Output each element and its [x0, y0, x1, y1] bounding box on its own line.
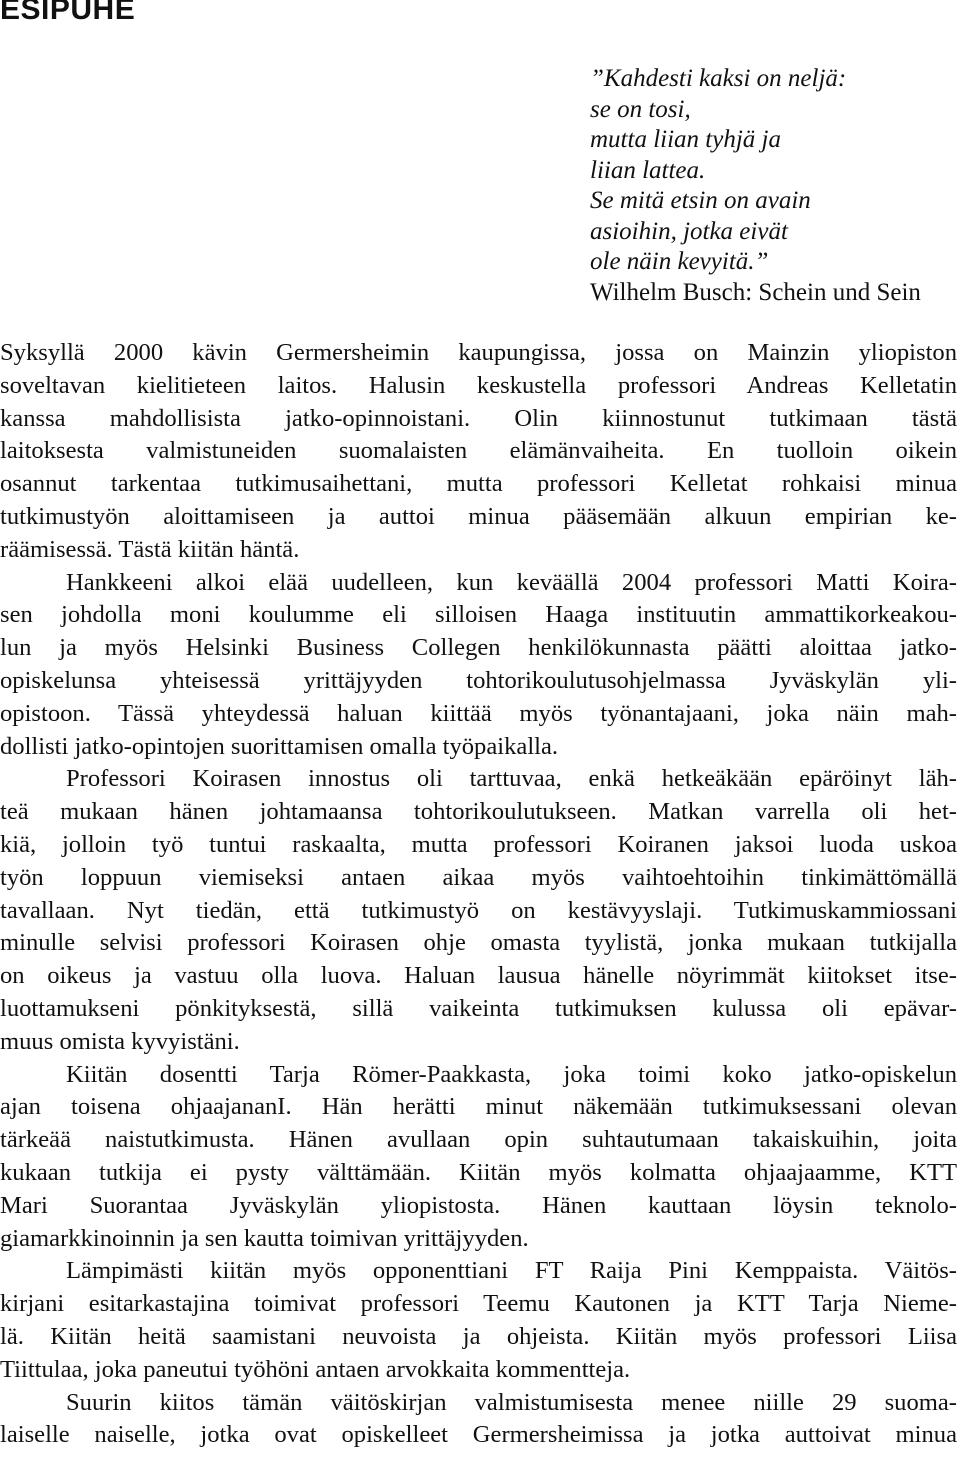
paragraph — [0, 1255, 957, 1386]
text-line: kukaan tutkija ei pysty välttämään. Kiitän myös kolmatta ohjaajaamme, KTT — [0, 1158, 957, 1186]
text-line: kiä, jolloin työ tuntui raskaalta, mutta professori Koiranen jaksoi luoda uskoa — [0, 830, 957, 858]
text-line: tutkimustyön aloittamiseen ja auttoi minua pääsemään alkuun empirian ke- — [0, 502, 957, 530]
epigraph-line: Se mitä etsin on avain — [590, 187, 811, 214]
text-line: dollisti jatko-opintojen suorittamisen omalla työpaikalla. — [0, 732, 559, 760]
text-line: giamarkkinoinnin ja sen kautta toimivan yrittäjyyden. — [0, 1224, 529, 1252]
text-line: Hankkeeni alkoi elää uudelleen, kun keväällä 2004 professori Matti Koira- — [66, 568, 957, 596]
epigraph-line: ole näin kevyitä.” — [590, 248, 769, 275]
text-line: Suurin kiitos tämän väitöskirjan valmistumisesta menee niille 29 suoma- — [66, 1388, 957, 1416]
text-line: räämisessä. Tästä kiitän häntä. — [0, 535, 300, 563]
epigraph-line: asioihin, jotka eivät — [590, 217, 788, 245]
epigraph-quote — [590, 64, 950, 308]
text-line: luottamukseni pönkityksestä, sillä vaikeinta tutkimuksen kulussa oli epävar- — [0, 994, 957, 1022]
text-line: kanssa mahdollisista jatko-opinnoistani. Olin kiinnostunut tutkimaan tästä — [0, 404, 957, 432]
text-line: teä mukaan hänen johtamaansa tohtorikoulutukseen. Matkan varrella oli het- — [0, 798, 957, 826]
text-line: opiskelunsa yhteisessä yrittäjyyden tohtorikoulutusohjelmassa Jyväskylän yli- — [0, 666, 957, 694]
text-line: laitoksesta valmistuneiden suomalaisten elämänvaiheita. En tuolloin oikein — [0, 437, 957, 465]
text-line: Tiittulaa, joka paneutui työhöni antaen arvokkaita kommentteja. — [0, 1355, 631, 1383]
text-line: työn loppuun viemiseksi antaen aikaa myös vaihtoehtoihin tinkimättömällä — [0, 863, 957, 891]
text-line: minulle selvisi professori Koirasen ohje omasta tyylistä, jonka mukaan tutkijalla — [0, 929, 957, 957]
text-line: muus omista kyvyistäni. — [0, 1027, 240, 1055]
text-line: osannut tarkentaa tutkimusaihettani, mutta professori Kelletat rohkaisi minua — [0, 470, 957, 498]
paragraph — [0, 1387, 957, 1453]
text-line: on oikeus ja vastuu olla luova. Haluan lausua hänelle nöyrimmät kiitokset itse- — [0, 962, 957, 990]
text-line: lä. Kiitän heitä saamistani neuvoista ja ohjeista. Kiitän myös professori Liisa — [0, 1322, 957, 1350]
paragraph — [0, 337, 957, 567]
text-line: Mari Suorantaa Jyväskylän yliopistosta. Hänen kauttaan löysin teknolo- — [0, 1191, 957, 1219]
text-line: Kiitän dosentti Tarja Römer-Paakkasta, joka toimi koko jatko-opiskelun — [66, 1060, 957, 1088]
epigraph-line: mutta liian tyhjä ja — [590, 126, 781, 153]
text-line: opistoon. Tässä yhteydessä haluan kiittää myös työnantajaani, joka näin mah- — [0, 699, 957, 727]
text-line: Syksyllä 2000 kävin Germersheimin kaupungissa, jossa on Mainzin yliopiston — [0, 339, 957, 366]
epigraph-line: ”Kahdesti kaksi on neljä: — [590, 65, 847, 92]
text-line: kirjani esitarkastajina toimivat professori Teemu Kautonen ja KTT Tarja Nieme- — [0, 1290, 957, 1318]
text-line: Lämpimästi kiitän myös opponenttiani FT Raija Pini Kemppaista. Väitös- — [66, 1257, 957, 1285]
preface-body — [0, 337, 957, 1452]
text-line: Professori Koirasen innostus oli tarttuvaa, enkä hetkeäkään epäröinyt läh- — [66, 765, 957, 793]
text-line: tärkeää naistutkimusta. Hänen avullaan opin suhtautumaan takaiskuihin, joita — [0, 1126, 957, 1154]
epigraph-line: liian lattea. — [590, 156, 706, 184]
paragraph — [0, 763, 957, 1058]
text-line: sen johdolla moni koulumme eli silloisen Haaga instituutin ammattikorkeakou- — [0, 601, 957, 629]
epigraph-line: se on tosi, — [590, 95, 691, 123]
page-heading: ESIPUHE — [0, 0, 136, 26]
paragraph — [0, 567, 957, 764]
epigraph-source: Wilhelm Busch: Schein und Sein — [590, 278, 921, 306]
text-line: lun ja myös Helsinki Business Collegen henkilökunnasta päätti aloittaa jatko- — [0, 634, 957, 662]
paragraph — [0, 1059, 957, 1256]
text-line: laiselle naiselle, jotka ovat opiskelleet Germersheimissa ja jotka auttoivat minua — [0, 1421, 957, 1449]
text-line: tavallaan. Nyt tiedän, että tutkimustyö on kestävyyslaji. Tutkimuskammiossani — [0, 896, 957, 924]
text-line: soveltavan kielitieteen laitos. Halusin keskustella professori Andreas Kelletatin — [0, 371, 957, 399]
text-line: ajan toisena ohjaajananI. Hän herätti minut näkemään tutkimuksessani olevan — [0, 1093, 957, 1121]
